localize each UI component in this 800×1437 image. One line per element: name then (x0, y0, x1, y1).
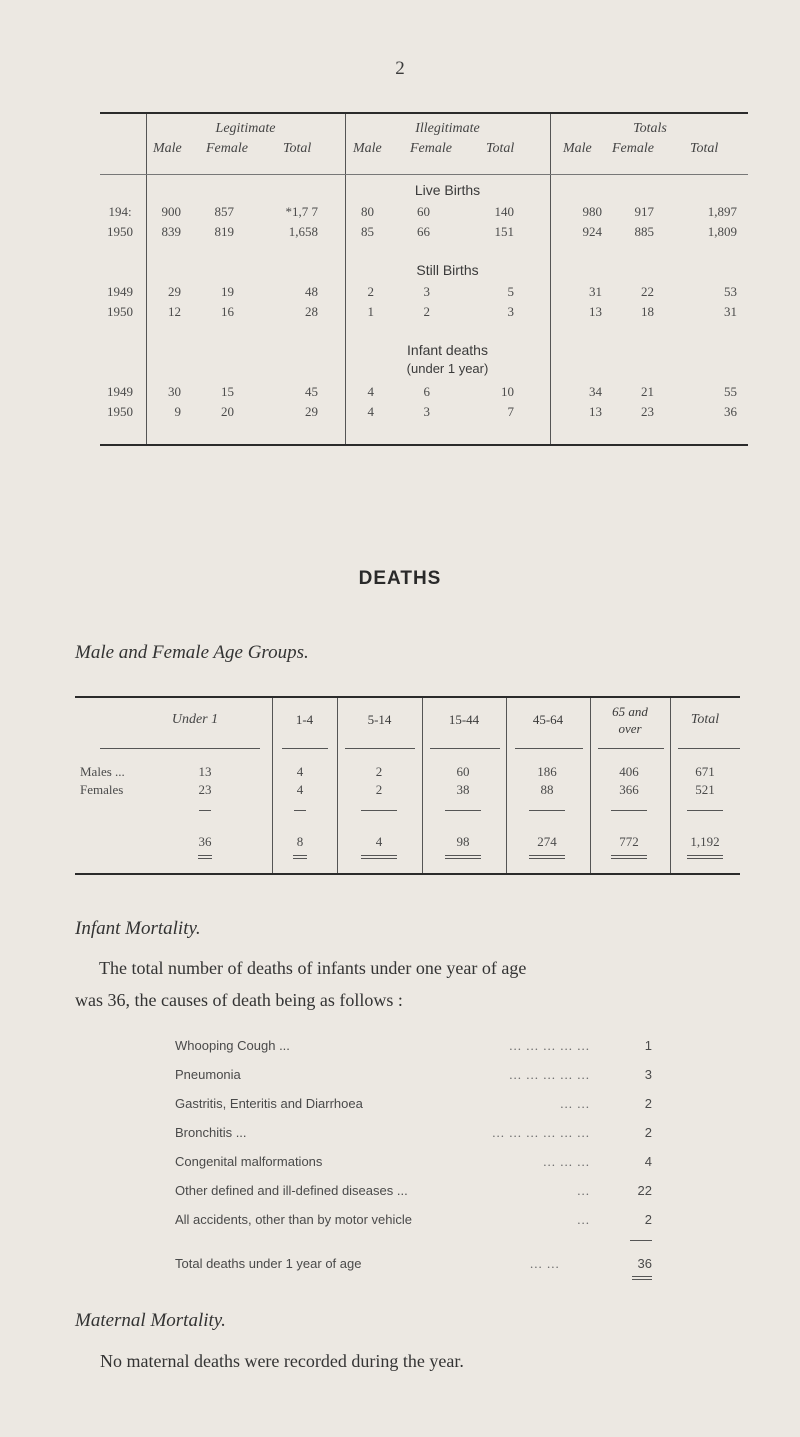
table-cell: 1,897 (707, 204, 737, 219)
table-cell: 5 (507, 284, 514, 299)
age-table-cell: 13 (198, 764, 212, 779)
age-total-cell: 8 (296, 834, 304, 849)
table-cell: 917 (634, 204, 654, 219)
cause-label: Other defined and ill-defined diseases ... (175, 1183, 408, 1198)
age-table-cell: 38 (456, 782, 470, 797)
table-cell: 7 (507, 404, 514, 419)
header-underline (515, 748, 583, 749)
table-cell: 28 (305, 304, 318, 319)
age-header-45-64: 45-64 (532, 712, 564, 727)
age-table-cell: 4 (296, 782, 304, 797)
age-total-cell: 1,192 (690, 834, 720, 849)
maternal-mortality-paragraph: No maternal deaths were recorded during the year. (100, 1351, 464, 1371)
row-year: 1950 (107, 404, 133, 419)
col-header: Male (153, 141, 182, 156)
table-cell: 3 (423, 404, 430, 419)
table-cell: 1,658 (288, 224, 318, 239)
cause-dots: ... ... ... ... ... (509, 1038, 590, 1053)
header-underline (100, 174, 748, 175)
subtotal-rule (361, 810, 397, 811)
age-table-cell: 671 (695, 764, 715, 779)
age-table-cell: 521 (695, 782, 715, 797)
section-title-still-births: Still Births (416, 262, 479, 278)
row-year: 194: (108, 204, 132, 219)
table-cell: *1,7 7 (285, 204, 318, 219)
col-header: Male (563, 141, 592, 156)
table-cell: 10 (501, 384, 514, 399)
age-table-cell: 88 (540, 782, 554, 797)
cause-label: Whooping Cough ... (175, 1038, 290, 1053)
age-table-cell: 4 (296, 764, 304, 779)
age-header-under-1: Under 1 (171, 712, 219, 727)
cause-count: 2 (644, 1212, 652, 1227)
age-row-label: Males ... (80, 764, 125, 779)
table-cell: 36 (724, 404, 737, 419)
total-deaths-count: 36 (637, 1256, 652, 1271)
cause-count: 2 (644, 1125, 652, 1140)
table-cell: 29 (305, 404, 318, 419)
table-cell: 2 (367, 284, 374, 299)
table-cell: 55 (724, 384, 737, 399)
age-header-over: over (618, 721, 642, 736)
cause-label: All accidents, other than by motor vehicle (175, 1212, 413, 1227)
total-deaths-dots: ... ... (530, 1256, 560, 1271)
total-double-rule (293, 855, 307, 859)
age-table-cell: 186 (537, 764, 557, 779)
age-table-top-rule (75, 696, 740, 698)
table-cell: 20 (221, 404, 234, 419)
total-double-rule (687, 855, 723, 859)
table-cell: 45 (305, 384, 318, 399)
infant-mortality-heading: Infant Mortality. (75, 918, 201, 939)
table-cell: 2 (423, 304, 430, 319)
age-header-15-44: 15-44 (448, 712, 480, 727)
age-header-65-and: 65 and (612, 704, 648, 719)
age-table-cell: 406 (619, 764, 639, 779)
cause-label: Pneumonia (175, 1067, 241, 1082)
cause-dots: ... ... ... ... ... ... (492, 1125, 590, 1140)
total-rule (630, 1240, 652, 1241)
table-cell: 21 (641, 384, 654, 399)
page-number: 2 (395, 58, 405, 79)
table-cell: 900 (161, 204, 181, 219)
table-cell: 16 (221, 304, 234, 319)
table-cell: 53 (724, 284, 737, 299)
table-bottom-rule (100, 444, 748, 446)
header-underline (678, 748, 740, 749)
age-total-cell: 98 (456, 834, 470, 849)
subtotal-rule (294, 810, 306, 811)
cause-dots: ... ... (560, 1096, 590, 1111)
deaths-subtitle: Male and Female Age Groups. (75, 642, 309, 663)
age-total-cell: 36 (198, 834, 212, 849)
table-cell: 13 (589, 304, 602, 319)
age-total-cell: 274 (537, 834, 557, 849)
row-year: 1949 (107, 384, 133, 399)
age-total-cell: 4 (375, 834, 383, 849)
table-cell: 819 (214, 224, 234, 239)
cause-dots: ... (577, 1212, 590, 1227)
row-year: 1950 (107, 224, 133, 239)
total-double-rule (632, 1276, 652, 1280)
table-cell: 3 (507, 304, 514, 319)
cause-label: Bronchitis ... (175, 1125, 247, 1140)
header-underline (345, 748, 415, 749)
age-table-cell: 23 (198, 782, 212, 797)
age-table-cell: 366 (619, 782, 639, 797)
col-header: Total (486, 141, 515, 156)
header-underline (282, 748, 328, 749)
table-cell: 1,809 (707, 224, 737, 239)
table-cell: 22 (641, 284, 654, 299)
table-cell: 30 (168, 384, 181, 399)
table-cell: 885 (634, 224, 654, 239)
table-cell: 13 (589, 404, 602, 419)
cause-count: 3 (644, 1067, 652, 1082)
col-header: Total (690, 141, 719, 156)
table-cell: 18 (641, 304, 654, 319)
subtotal-rule (611, 810, 647, 811)
col-header: Total (283, 141, 312, 156)
section-title-infant-deaths: Infant deaths (407, 342, 488, 358)
total-double-rule (445, 855, 481, 859)
col-header: Female (410, 141, 452, 156)
col-header: Male (353, 141, 382, 156)
subtotal-rule (529, 810, 565, 811)
table-cell: 85 (361, 224, 374, 239)
age-row-label: Females (80, 782, 124, 797)
section-subtitle-infant-deaths: (under 1 year) (406, 361, 489, 376)
table-cell: 9 (174, 404, 181, 419)
table-cell: 34 (589, 384, 602, 399)
table-cell: 6 (423, 384, 430, 399)
cause-dots: ... (577, 1183, 590, 1198)
total-double-rule (361, 855, 397, 859)
age-table-bottom-rule (75, 873, 740, 875)
age-header-1-4: 1-4 (295, 712, 314, 727)
group-header-illegitimate: Illegitimate (415, 121, 480, 136)
table-cell: 48 (305, 284, 318, 299)
total-deaths-label: Total deaths under 1 year of age (175, 1256, 362, 1271)
col-header: Female (612, 141, 654, 156)
row-year: 1949 (107, 284, 133, 299)
age-total-cell: 772 (619, 834, 639, 849)
table-cell: 839 (161, 224, 181, 239)
cause-dots: ... ... ... (543, 1154, 590, 1169)
table-cell: 924 (582, 224, 602, 239)
table-cell: 1 (367, 304, 374, 319)
table-cell: 857 (214, 204, 234, 219)
total-double-rule (611, 855, 647, 859)
subtotal-rule (199, 810, 211, 811)
infant-mortality-paragraph-line-2: was 36, the causes of death being as follows : (75, 990, 403, 1010)
col-header: Female (206, 141, 248, 156)
cause-label: Congenital malformations (175, 1154, 323, 1169)
table-cell: 80 (361, 204, 374, 219)
cause-count: 22 (637, 1183, 652, 1198)
table-cell: 140 (494, 204, 514, 219)
group-header-legitimate: Legitimate (215, 121, 276, 136)
subtotal-rule (687, 810, 723, 811)
total-double-rule (198, 855, 212, 859)
table-cell: 31 (724, 304, 737, 319)
table-cell: 60 (417, 204, 430, 219)
table-cell: 4 (367, 384, 374, 399)
table-cell: 29 (168, 284, 181, 299)
infant-mortality-paragraph-line-1: The total number of deaths of infants under one year of age (99, 958, 527, 978)
deaths-title: DEATHS (358, 568, 442, 589)
age-header-total: Total (690, 712, 720, 727)
row-year: 1950 (107, 304, 133, 319)
age-table-cell: 2 (375, 764, 383, 779)
table-cell: 12 (168, 304, 181, 319)
table-top-rule (100, 112, 748, 114)
cause-label: Gastritis, Enteritis and Diarrhoea (175, 1096, 363, 1111)
cause-dots: ... ... ... ... ... (509, 1067, 590, 1082)
header-underline (430, 748, 500, 749)
table-cell: 19 (221, 284, 234, 299)
table-cell: 23 (641, 404, 654, 419)
cause-count: 4 (644, 1154, 652, 1169)
cause-count: 2 (644, 1096, 652, 1111)
age-table-cell: 60 (456, 764, 470, 779)
age-header-5-14: 5-14 (367, 712, 392, 727)
section-title-live-births: Live Births (414, 182, 481, 198)
group-header-totals: Totals (633, 121, 667, 136)
table-cell: 31 (589, 284, 602, 299)
header-underline (598, 748, 664, 749)
table-cell: 980 (582, 204, 602, 219)
table-cell: 151 (494, 224, 514, 239)
table-cell: 66 (417, 224, 430, 239)
table-cell: 4 (367, 404, 374, 419)
age-table-cell: 2 (375, 782, 383, 797)
header-underline (100, 748, 260, 749)
cause-count: 1 (644, 1038, 652, 1053)
subtotal-rule (445, 810, 481, 811)
total-double-rule (529, 855, 565, 859)
maternal-mortality-heading: Maternal Mortality. (75, 1310, 226, 1331)
table-cell: 3 (423, 284, 430, 299)
table-cell: 15 (221, 384, 234, 399)
